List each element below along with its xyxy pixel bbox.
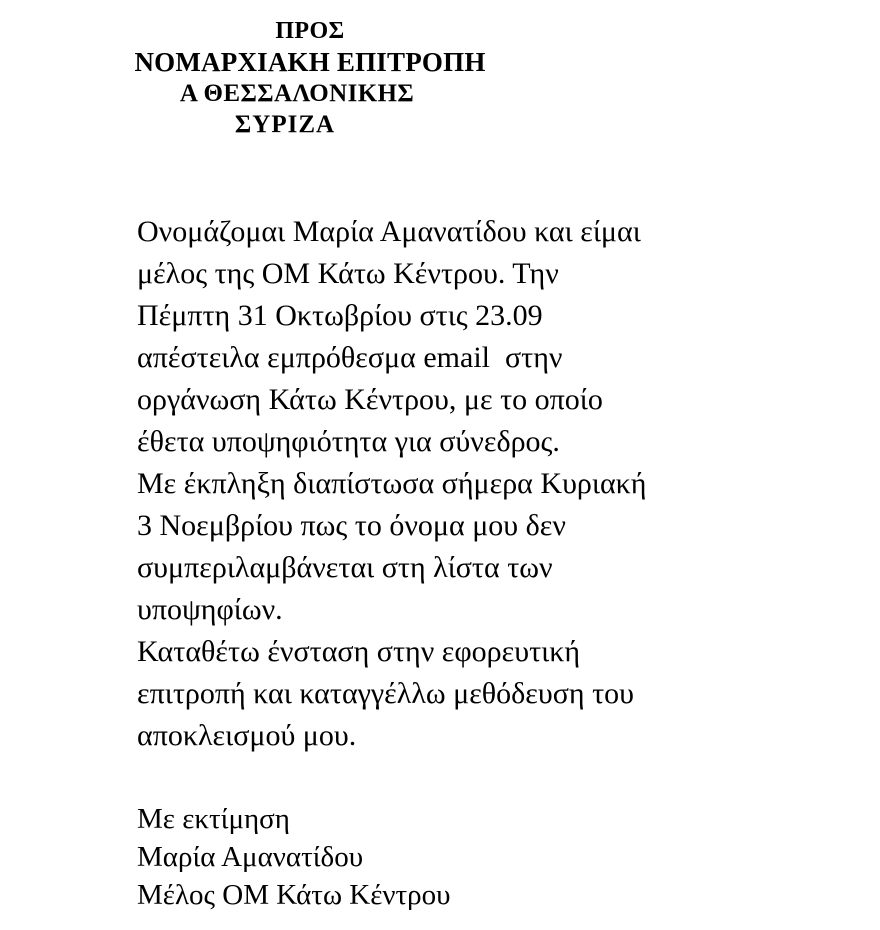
body-line: Ονομάζομαι Μαρία Αμανατίδου και είμαι — [137, 215, 641, 248]
letterhead-line-party: ΣΥΡΙΖΑ — [234, 111, 336, 138]
signature-name: Μαρία Αμανατίδου — [137, 841, 364, 873]
body-line: μέλος της ΟΜ Κάτω Κέντρου. Την — [137, 257, 559, 290]
letter-body — [137, 211, 777, 757]
body-line: 3 Νοεμβρίου πως το όνομα μου δεν — [137, 509, 566, 542]
letterhead-line-region: Α ΘΕΣΣΑΛΟΝΙΚΗΣ — [179, 80, 415, 107]
body-line: απέστειλα εμπρόθεσμα email στην — [137, 341, 563, 374]
letterhead-line-committee: ΝΟΜΑΡΧΙΑΚΗ ΕΠΙΤΡΟΠΗ — [134, 47, 486, 77]
body-line: οργάνωση Κάτω Κέντρου, με το οποίο — [137, 383, 603, 416]
letterhead-line-recipient-label: ΠΡΟΣ — [275, 18, 345, 44]
body-line: Πέμπτη 31 Οκτωβρίου στις 23.09 — [137, 299, 543, 332]
body-line: αποκλεισμού μου. — [137, 719, 357, 752]
body-line: Καταθέτω ένσταση στην εφορευτική — [137, 635, 581, 668]
letterhead-block — [0, 16, 620, 140]
signature-affiliation: Μέλος ΟΜ Κάτω Κέντρου — [137, 879, 451, 911]
body-line: Με έκπληξη διαπίστωσα σήμερα Κυριακή — [137, 467, 647, 500]
body-line: έθετα υποψηφιότητα για σύνεδρος. — [137, 425, 560, 458]
body-line: συμπεριλαμβάνεται στη λίστα των — [137, 551, 553, 584]
body-line: επιτροπή και καταγγέλλω μεθόδευση του — [137, 677, 635, 710]
signature-block — [137, 800, 777, 914]
body-line: υποψηφίων. — [137, 593, 283, 626]
signature-closing: Με εκτίμηση — [137, 803, 290, 835]
